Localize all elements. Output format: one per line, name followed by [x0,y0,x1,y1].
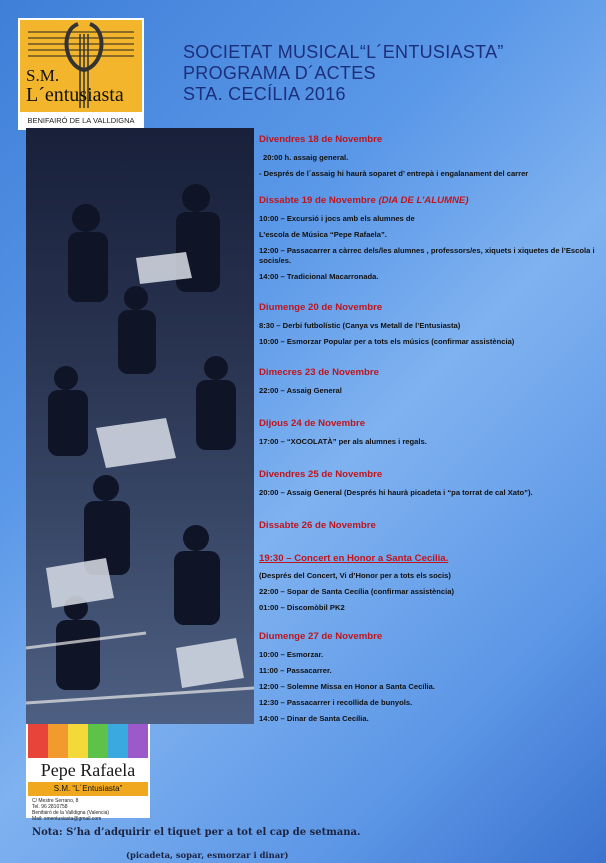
logo-town: BENIFAIRÓ DE LA VALLDIGNA [27,116,135,125]
day-title [259,195,599,206]
program-line: 10:00 – Esmorzar. [259,650,324,659]
program-line: 12:00 – Passacarrer a càrrec dels/les alumnes , professors/es, xiquets i xiquetes de l’Escola i socis/es. [259,246,595,265]
address-line: Mail: smentusiasta@gmail.com [32,816,102,822]
address-line: C/ Mestre Serrano, 8 [32,798,79,804]
title-line-2: PROGRAMA D´ACTES [183,63,376,83]
logo-name: L´entusiasta [26,84,124,106]
orchestra-photo [26,128,254,724]
program-line: - Després de l´assaig hi haurà soparet d’ entrepà i engalanament del carrer [259,169,529,178]
program-line: 22:00 – Assaig General [259,386,342,395]
school-name: Pepe Rafaela [40,760,136,780]
school-logo [26,724,150,822]
program-line: 11:00 – Passacarrer. [259,666,332,675]
logo-lyre-panel [20,20,142,112]
day-title: Dijous 24 de Novembre [259,418,366,429]
program-line: 22:00 – Sopar de Santa Cecília (confirmar assistència) [259,587,454,596]
title-line-1: SOCIETAT MUSICAL“L´ENTUSIASTA” [183,42,504,62]
program-line: (Després del Concert, Vi d’Honor per a tots els socis) [259,571,451,580]
program-list [259,134,599,730]
note-subtext: (picadeta, sopar, esmorzar i dinar) [126,850,289,860]
program-line: 14:00 – Tradicional Macarronada. [259,272,379,281]
school-band: S.M. “L´Entusiasta” [28,782,148,796]
address-line: Benifairó de la Valldigna (Valencia) [32,810,110,816]
program-line: 12:30 – Passacarrer i recollida de bunyols. [259,698,413,707]
program-line: 01:00 – Discomòbil PK2 [259,603,345,612]
day-title: Dissabte 26 de Novembre [259,520,376,531]
day-title: Divendres 25 de Novembre [259,469,383,480]
day-title-text: Dissabte 19 de Novembre [259,195,379,206]
logo-initials: S.M. [26,66,60,85]
orchestra-silhouettes [26,128,254,724]
day-title: Divendres 18 de Novembre [259,134,383,145]
address-line: Tel. 96 2810758 [32,804,68,810]
note-text: Nota: S’ha d’adquirir el tiquet per a tot el cap de setmana. [32,827,361,838]
page-title [183,42,504,105]
program-line: 10:00 – Excursió i jocs amb els alumnes de [259,214,415,223]
program-line: 12:00 – Solemne Missa en Honor a Santa Cecília. [259,682,435,691]
day-title: Diumenge 20 de Novembre [259,302,383,313]
day-title: Diumenge 27 de Novembre [259,631,383,642]
program-line: 20:00 h. assaig general. [263,153,349,162]
title-line-3: STA. CECÍLIA 2016 [183,84,346,104]
concert-highlight: 19:30 – Concert en Honor a Santa Cecília. [259,553,449,564]
program-line: 17:00 – “XOCOLATÀ” per als alumnes i regals. [259,437,427,446]
program-line: 10:00 – Esmorzar Popular per a tots els músics (confirmar assistència) [259,337,515,346]
program-line: 20:00 – Assaig General (Després hi haurà picadeta i “pa torrat de cal Xato”). [259,488,533,497]
program-line: 8:30 – Derbi futbolístic (Canya vs Metall de l’Entusiasta) [259,321,461,330]
school-address [32,798,150,822]
color-bars [28,724,148,758]
day-subtitle: (DIA DE L’ALUMNE) [378,195,469,206]
society-logo [18,18,144,130]
program-line: 14:00 – Dinar de Santa Cecília. [259,714,369,723]
program-line: L’escola de Música “Pepe Rafaela”. [259,230,387,239]
day-title: Dimecres 23 de Novembre [259,367,379,378]
